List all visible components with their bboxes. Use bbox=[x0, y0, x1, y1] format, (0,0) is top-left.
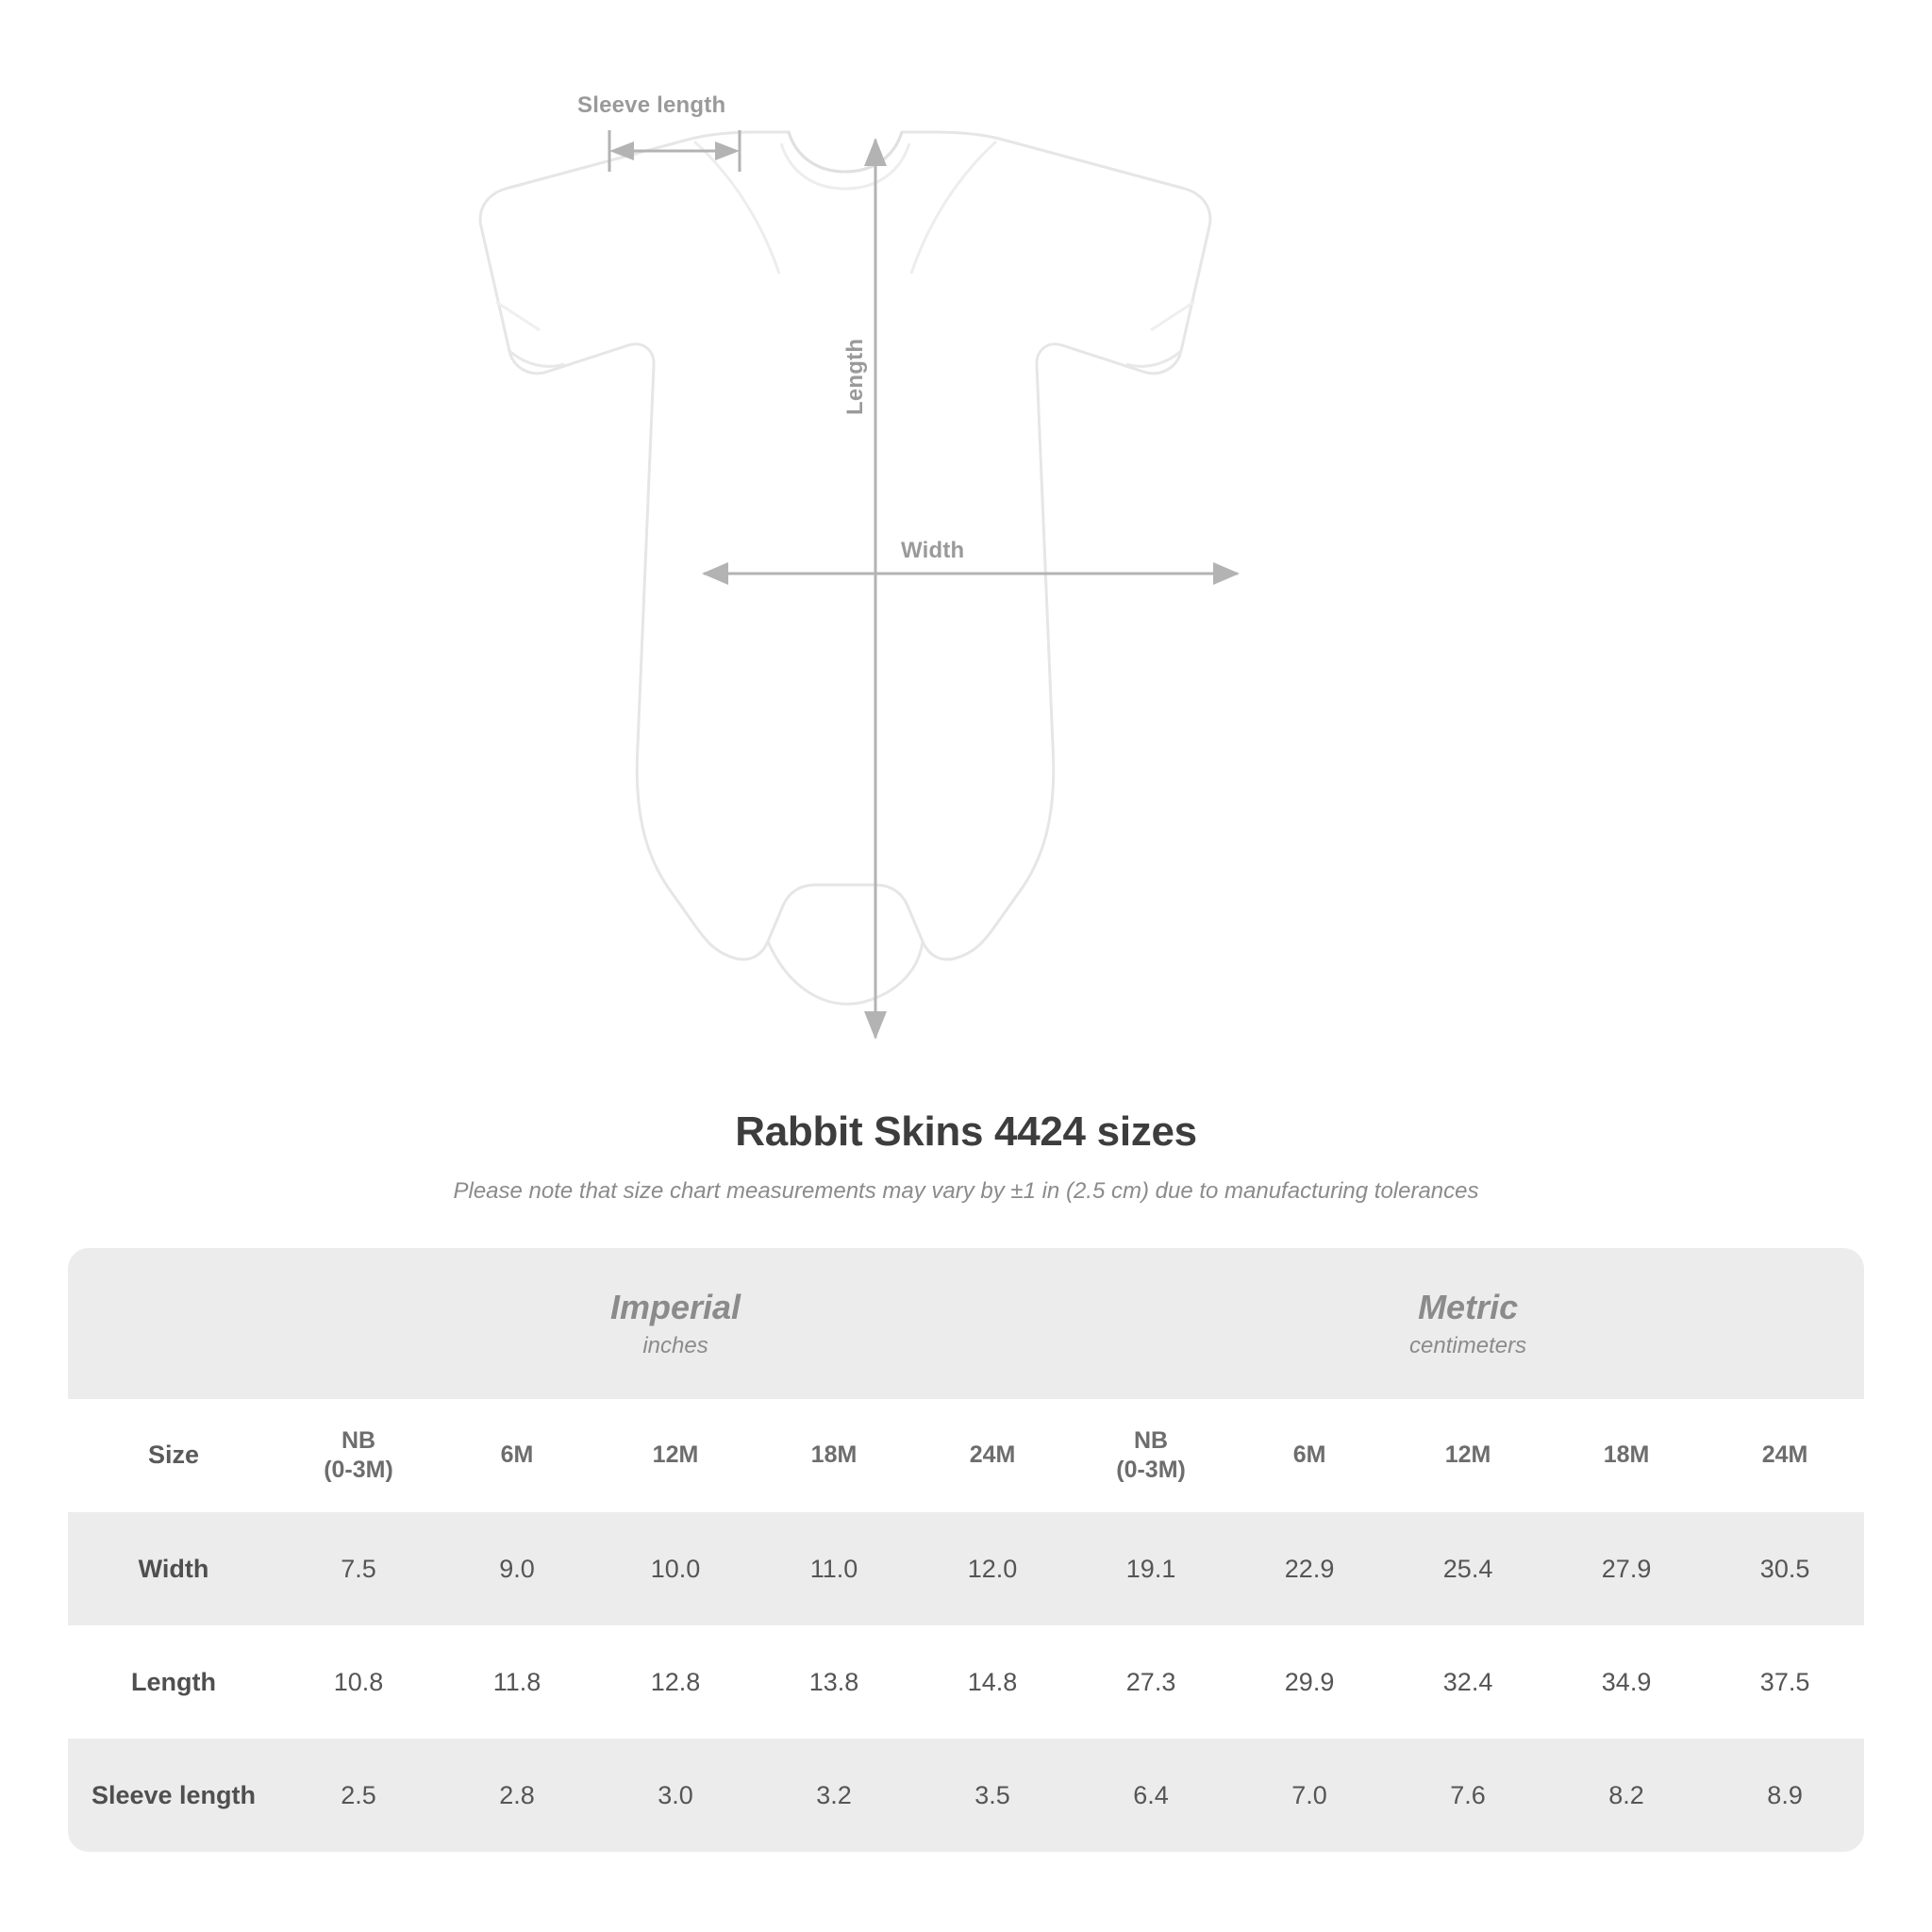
unit-group-row bbox=[68, 1248, 1864, 1399]
header-col-0-label: NB bbox=[341, 1426, 376, 1454]
unit-spacer-cell bbox=[68, 1248, 279, 1399]
header-col-8-label: 18M bbox=[1603, 1441, 1650, 1469]
cell-length-9: 37.5 bbox=[1706, 1625, 1864, 1739]
tolerance-note: Please note that size chart measurements may vary by ±1 in (2.5 cm) due to manufacturing tolerances bbox=[453, 1178, 1479, 1204]
header-col-3 bbox=[755, 1399, 913, 1512]
header-col-9-label: 24M bbox=[1761, 1441, 1808, 1469]
size-table bbox=[68, 1248, 1864, 1852]
cell-length-5: 27.3 bbox=[1072, 1625, 1230, 1739]
cell-sleeve-5: 6.4 bbox=[1072, 1739, 1230, 1852]
header-col-3-label: 18M bbox=[810, 1441, 858, 1469]
cell-width-8: 27.9 bbox=[1547, 1512, 1706, 1625]
header-size: Size bbox=[68, 1399, 279, 1512]
width-label: Width bbox=[901, 538, 965, 563]
header-col-1-label: 6M bbox=[500, 1441, 534, 1469]
cell-sleeve-1: 2.8 bbox=[438, 1739, 596, 1852]
unit-imperial-name: Imperial bbox=[610, 1288, 741, 1327]
size-table-wrapper bbox=[68, 1248, 1864, 1852]
cell-width-4: 12.0 bbox=[913, 1512, 1072, 1625]
cell-width-2: 10.0 bbox=[596, 1512, 755, 1625]
cell-sleeve-3: 3.2 bbox=[755, 1739, 913, 1852]
unit-group-metric bbox=[1072, 1248, 1864, 1399]
length-arrow-bottom bbox=[864, 1011, 887, 1040]
cell-length-8: 34.9 bbox=[1547, 1625, 1706, 1739]
unit-metric-sub: centimeters bbox=[1409, 1332, 1527, 1358]
cell-sleeve-9: 8.9 bbox=[1706, 1739, 1864, 1852]
header-col-2-label: 12M bbox=[652, 1441, 699, 1469]
header-col-0-sublabel: (0-3M) bbox=[324, 1457, 393, 1483]
column-header-row bbox=[68, 1399, 1864, 1512]
title-block bbox=[0, 1108, 1932, 1205]
header-col-1 bbox=[438, 1399, 596, 1512]
cell-width-6: 22.9 bbox=[1230, 1512, 1389, 1625]
cell-length-3: 13.8 bbox=[755, 1625, 913, 1739]
table-row bbox=[68, 1625, 1864, 1739]
cell-width-7: 25.4 bbox=[1389, 1512, 1547, 1625]
row-label-sleeve-length: Sleeve length bbox=[68, 1739, 279, 1852]
unit-metric-name: Metric bbox=[1418, 1288, 1519, 1327]
header-col-5-sublabel: (0-3M) bbox=[1116, 1457, 1186, 1483]
header-col-0 bbox=[279, 1399, 438, 1512]
cell-width-9: 30.5 bbox=[1706, 1512, 1864, 1625]
length-label: Length bbox=[842, 338, 868, 415]
cell-sleeve-0: 2.5 bbox=[279, 1739, 438, 1852]
cell-length-4: 14.8 bbox=[913, 1625, 1072, 1739]
page-title: Rabbit Skins 4424 sizes bbox=[735, 1108, 1197, 1155]
header-col-5-label: NB bbox=[1134, 1426, 1169, 1454]
cell-length-7: 32.4 bbox=[1389, 1625, 1547, 1739]
header-col-7 bbox=[1389, 1399, 1547, 1512]
cell-sleeve-2: 3.0 bbox=[596, 1739, 755, 1852]
cell-length-1: 11.8 bbox=[438, 1625, 596, 1739]
length-arrow-top bbox=[864, 138, 887, 166]
cell-width-5: 19.1 bbox=[1072, 1512, 1230, 1625]
table-row bbox=[68, 1739, 1864, 1852]
row-label-length: Length bbox=[68, 1625, 279, 1739]
bodysuit-shape bbox=[480, 132, 1210, 1004]
cell-sleeve-8: 8.2 bbox=[1547, 1739, 1706, 1852]
cell-width-1: 9.0 bbox=[438, 1512, 596, 1625]
header-col-5 bbox=[1072, 1399, 1230, 1512]
cell-length-0: 10.8 bbox=[279, 1625, 438, 1739]
cell-length-2: 12.8 bbox=[596, 1625, 755, 1739]
cell-sleeve-6: 7.0 bbox=[1230, 1739, 1389, 1852]
cell-width-3: 11.0 bbox=[755, 1512, 913, 1625]
header-col-4-label: 24M bbox=[969, 1441, 1016, 1469]
cell-sleeve-4: 3.5 bbox=[913, 1739, 1072, 1852]
cell-width-0: 7.5 bbox=[279, 1512, 438, 1625]
unit-imperial-sub: inches bbox=[642, 1332, 708, 1358]
header-col-4 bbox=[913, 1399, 1072, 1512]
header-col-7-label: 12M bbox=[1444, 1441, 1491, 1469]
header-col-6 bbox=[1230, 1399, 1389, 1512]
header-col-8 bbox=[1547, 1399, 1706, 1512]
header-col-9 bbox=[1706, 1399, 1864, 1512]
header-col-2 bbox=[596, 1399, 755, 1512]
table-row bbox=[68, 1512, 1864, 1625]
sleeve-length-label: Sleeve length bbox=[577, 92, 726, 118]
width-arrow-right bbox=[1213, 562, 1240, 585]
row-label-width: Width bbox=[68, 1512, 279, 1625]
header-col-6-label: 6M bbox=[1292, 1441, 1326, 1469]
cell-sleeve-7: 7.6 bbox=[1389, 1739, 1547, 1852]
cell-length-6: 29.9 bbox=[1230, 1625, 1389, 1739]
unit-group-imperial bbox=[279, 1248, 1072, 1399]
